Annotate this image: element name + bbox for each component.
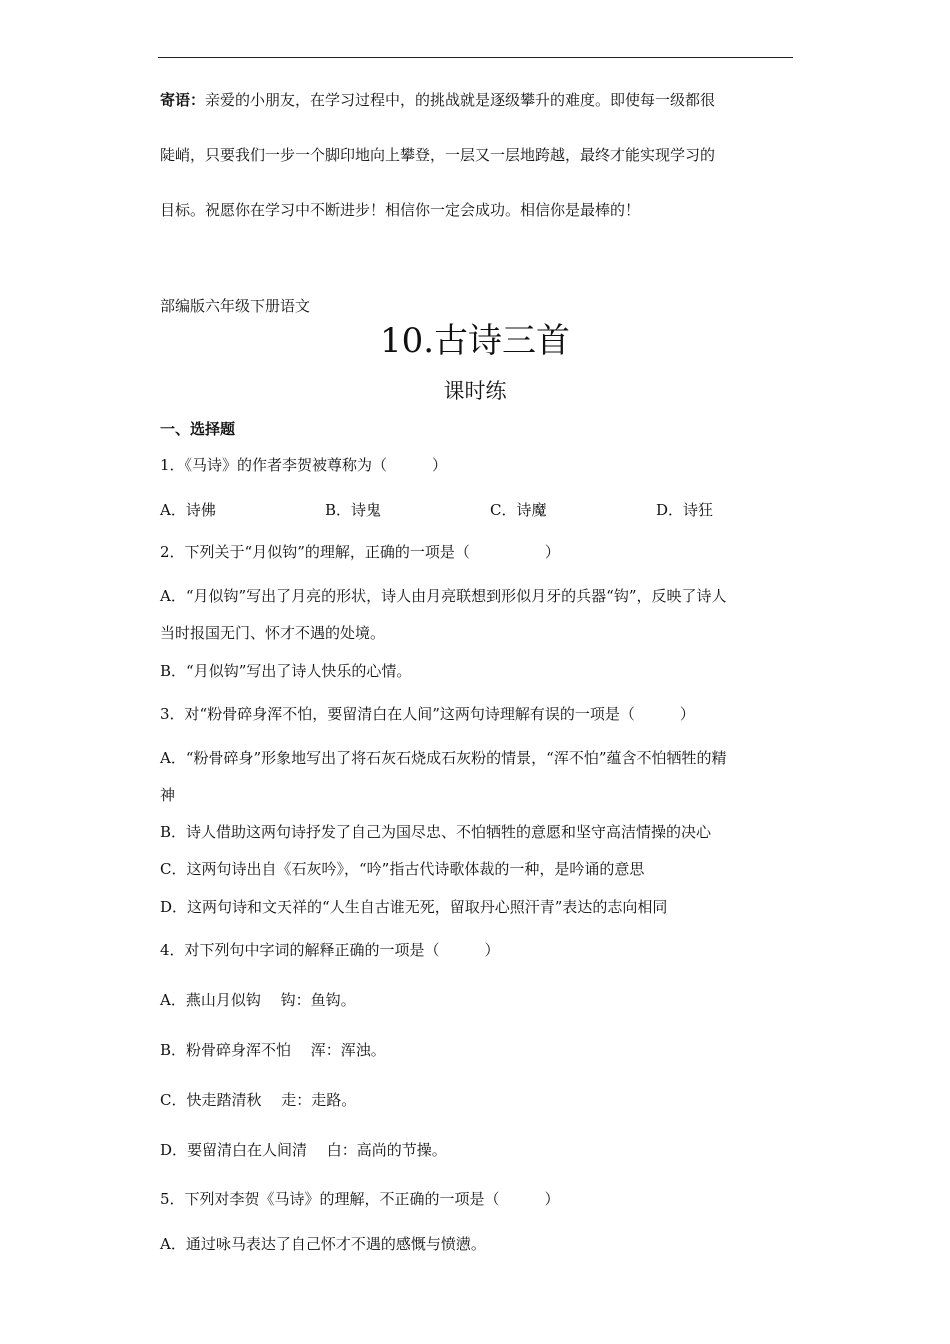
question-2: 2．下列关于“月似钩”的理解，正确的一项是（ ） [160,543,560,561]
q1-option-a: A．诗佛 [160,501,216,519]
question-4: 4．对下列句中字词的解释正确的一项是（ ） [160,941,500,959]
intro-label: 寄语： [160,91,206,109]
q4-option-a: A．燕山月似钩 钩：鱼钩。 [160,991,356,1009]
q1-option-c: C．诗魔 [490,501,547,519]
section-heading: 一、选择题 [160,420,236,438]
q1-option-b: B．诗鬼 [325,501,382,519]
intro-text-1: 亲爱的小朋友，在学习过程中，的挑战就是逐级攀升的难度。即使每一级都很 [205,91,716,109]
q2-option-a-line-2: 当时报国无门、怀才不遇的处境。 [160,624,386,642]
q5-option-a: A．通过咏马表达了自己怀才不遇的感慨与愤懑。 [160,1235,486,1253]
q4-option-c: C．快走踏清秋 走：走路。 [160,1091,357,1109]
header-rule [158,57,793,58]
q3-option-a-line-2: 神 [160,786,176,804]
q3-option-d: D．这两句诗和文天祥的“人生自古谁无死，留取丹心照汗青”表达的志向相同 [160,898,668,916]
q2-option-a-line-1: A．“月似钩”写出了月亮的形状，诗人由月亮联想到形似月牙的兵器“钩”，反映了诗人 [160,587,727,605]
q2-option-b: B．“月似钩”写出了诗人快乐的心情。 [160,662,412,680]
q3-option-b: B．诗人借助这两句诗抒发了自己为国尽忠、不怕牺牲的意愿和坚守高洁情操的决心 [160,823,712,841]
q4-option-b: B．粉骨碎身浑不怕 浑：浑浊。 [160,1041,386,1059]
page-subtitle: 课时练 [443,379,507,403]
intro-line-2: 陡峭，只要我们一步一个脚印地向上攀登，一层又一层地跨越，最终才能实现学习的 [160,146,716,164]
question-1: 1．《马诗》的作者李贺被尊称为（ ） [160,456,448,474]
q3-option-a-line-1: A．“粉骨碎身”形象地写出了将石灰石烧成石灰粉的情景，“浑不怕”蕴含不怕牺牲的精 [160,749,727,767]
question-3: 3．对“粉骨碎身浑不怕，要留清白在人间”这两句诗理解有误的一项是（ ） [160,705,695,723]
intro-line-1 [160,90,715,110]
page-title: 10.古诗三首 [379,321,571,361]
question-5: 5．下列对李贺《马诗》的理解，不正确的一项是（ ） [160,1190,560,1208]
q3-option-c: C．这两句诗出自《石灰吟》，“吟”指古代诗歌体裁的一种，是吟诵的意思 [160,860,645,878]
q1-option-d: D．诗狂 [656,501,714,519]
q4-option-d: D．要留清白在人间清 白：高尚的节操。 [160,1141,447,1159]
source-label: 部编版六年级下册语文 [160,297,311,315]
intro-line-3: 目标。祝愿你在学习中不断进步！相信你一定会成功。相信你是最棒的！ [160,201,641,219]
